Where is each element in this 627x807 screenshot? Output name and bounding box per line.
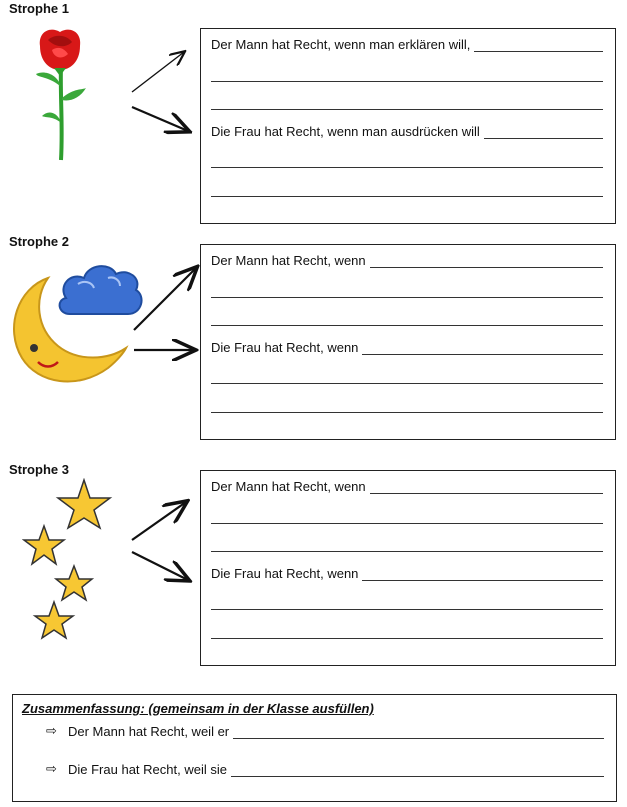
strophe-1-man-text: Der Mann hat Recht, wenn man erklären will, xyxy=(211,37,471,52)
arrow-icon xyxy=(132,502,186,540)
rose-icon xyxy=(30,26,90,162)
summary-title: Zusammenfassung: (gemeinsam in der Klasse ausfüllen) xyxy=(22,701,374,716)
stars-icon xyxy=(22,478,118,642)
summary-box xyxy=(12,694,617,802)
strophe-2-woman-line[interactable] xyxy=(211,340,603,355)
blank-line[interactable] xyxy=(211,597,603,610)
blank-line[interactable] xyxy=(211,626,603,639)
blank-line[interactable] xyxy=(211,97,603,110)
summary-woman-line[interactable] xyxy=(46,761,604,777)
strophe-3-woman-line[interactable] xyxy=(211,566,603,581)
strophe-1-man-line[interactable] xyxy=(211,37,603,52)
blank-line[interactable] xyxy=(211,539,603,552)
strophe-1-woman-line[interactable] xyxy=(211,124,603,139)
summary-woman-text: Die Frau hat Recht, weil sie xyxy=(68,762,227,777)
strophe-1-box xyxy=(200,28,616,224)
strophe-2-man-line[interactable] xyxy=(211,253,603,268)
strophe-3-box xyxy=(200,470,616,666)
strophe-2-title: Strophe 2 xyxy=(9,234,69,249)
strophe-2-box xyxy=(200,244,616,440)
strophe-1-woman-text: Die Frau hat Recht, wenn man ausdrücken will xyxy=(211,124,480,139)
strophe-2-man-text: Der Mann hat Recht, wenn xyxy=(211,253,366,268)
strophe-3-man-text: Der Mann hat Recht, wenn xyxy=(211,479,366,494)
strophe-3-man-line[interactable] xyxy=(211,479,603,494)
moon-cloud-icon xyxy=(8,258,144,390)
blank-line[interactable] xyxy=(211,69,603,82)
arrow-icon xyxy=(132,552,188,580)
strophe-3-title: Strophe 3 xyxy=(9,462,69,477)
arrow-icon xyxy=(132,107,188,131)
blank-line[interactable] xyxy=(211,155,603,168)
summary-man-line[interactable] xyxy=(46,723,604,739)
strophe-3-woman-text: Die Frau hat Recht, wenn xyxy=(211,566,359,581)
blank-line[interactable] xyxy=(211,511,603,524)
arrow-bullet-icon: ⇨ xyxy=(46,761,57,776)
arrow-bullet-icon: ⇨ xyxy=(46,723,57,738)
blank-line[interactable] xyxy=(211,313,603,326)
summary-man-text: Der Mann hat Recht, weil er xyxy=(68,724,230,739)
strophe-1-title: Strophe 1 xyxy=(9,1,69,16)
blank-line[interactable] xyxy=(211,400,603,413)
arrow-icon xyxy=(132,52,184,92)
blank-line[interactable] xyxy=(211,184,603,197)
blank-line[interactable] xyxy=(211,371,603,384)
blank-line[interactable] xyxy=(211,285,603,298)
strophe-2-woman-text: Die Frau hat Recht, wenn xyxy=(211,340,359,355)
